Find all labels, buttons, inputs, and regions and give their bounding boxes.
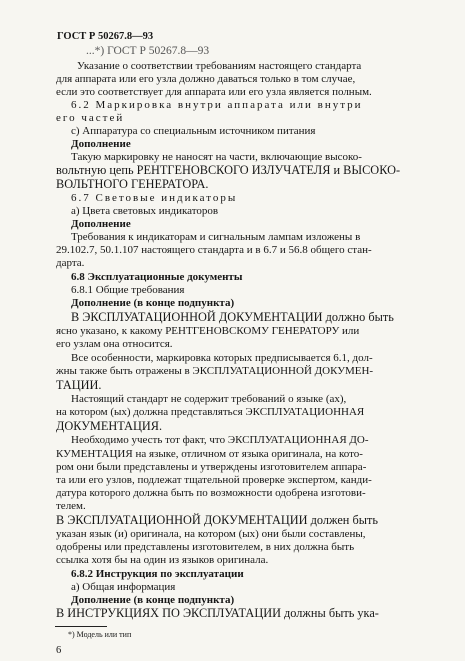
text-line: на котором (ых) должна представляться ЭКСПЛУАТАЦИОННАЯ (56, 406, 365, 418)
subsection-heading: 6.8.1 Общие требования (71, 284, 185, 296)
text-line: телем. (56, 500, 86, 512)
text-line: В ЭКСПЛУАТАЦИОННОЙ ДОКУМЕНТАЦИИ должно быть (71, 310, 394, 324)
subsection-heading: 6.8.2 Инструкция по эксплуатации (71, 568, 244, 580)
section-heading: 6.2 Маркировка внутри аппарата или внутри (71, 99, 363, 111)
text-line: вольтную цепь РЕНТГЕНОВСКОГО ИЗЛУЧАТЕЛЯ и ВЫСОКО- (56, 163, 401, 177)
text-line: В ИНСТРУКЦИЯХ ПО ЭКСПЛУАТАЦИИ должны быть ука- (56, 606, 379, 620)
subclause: а) Общая информация (71, 581, 176, 593)
text-line: его узлам она относится. (56, 338, 173, 350)
subclause: а) Цвета световых индикаторов (71, 205, 219, 217)
running-title: ГОСТ Р 50267.8—93 (57, 31, 154, 42)
text-line: Указание о соответствии требованиям настоящего стандарта (77, 60, 362, 72)
text-line: ДОКУМЕНТАЦИЯ. (56, 419, 163, 433)
text-line: В ЭКСПЛУАТАЦИОННОЙ ДОКУМЕНТАЦИИ должен быть (56, 513, 378, 527)
footnote: *) Модель или тип (68, 630, 132, 639)
text-line: одобрены или представлены изготовителем, в них должна быть (56, 541, 355, 553)
text-line: ВОЛЬТНОГО ГЕНЕРАТОРА. (56, 177, 209, 191)
text-line: КУМЕНТАЦИЯ на языке, отличном от языка оригинала, на кото- (56, 448, 363, 460)
stamp-title: ...*) ГОСТ Р 50267.8—93 (86, 45, 210, 57)
text-line: ром они были представлены и утверждены изготовителем аппара- (56, 461, 367, 473)
page-number: 6 (56, 645, 62, 656)
addition-label: Дополнение (в конце подпункта) (71, 594, 235, 606)
text-line: ссылка хотя бы на один из языков оригинала. (56, 554, 269, 566)
text-line: 29.102.7, 50.1.107 настоящего стандарта и в 6.7 и 56.8 общего стан- (56, 244, 372, 256)
text-line: Настоящий стандарт не содержит требований о языке (ах), (71, 393, 347, 405)
text-line: Необходимо учесть тот факт, что ЭКСПЛУАТАЦИОННАЯ ДО- (71, 434, 369, 446)
text-line: ТАЦИИ. (56, 378, 102, 392)
text-line: для аппарата или его узла должно даваться только в том случае, (56, 73, 356, 85)
text-line: указан язык (и) оригинала, на котором (ых) они были составлены, (56, 528, 366, 540)
footnote-rule (55, 626, 107, 627)
addition-label: Дополнение (71, 218, 131, 230)
text-line: датура которого должна быть по возможности одобрена изготови- (56, 487, 366, 499)
text-line: если это соответствует для аппарата или его узла является полным. (56, 86, 372, 98)
text-line: Такую маркировку не наносят на части, включающие высоко- (71, 151, 362, 163)
addition-label: Дополнение (71, 138, 131, 150)
subclause: с) Аппаратура со специальным источником питания (71, 125, 316, 137)
section-heading: 6.8 Эксплуатационные документы (71, 271, 243, 283)
text-line: Требования к индикаторам и сигнальным лампам изложены в (71, 231, 361, 243)
addition-label: Дополнение (в конце подпункта) (71, 297, 235, 309)
section-heading-cont: его частей (56, 112, 125, 124)
section-heading: 6.7 Световые индикаторы (71, 192, 238, 204)
text-line: жны также быть отражены в ЭКСПЛУАТАЦИОННОЙ ДОКУМЕН- (56, 365, 374, 377)
text-line: та или его узлов, подлежат тщательной проверке экспертом, канди- (56, 474, 372, 486)
text-line: дарта. (56, 257, 85, 269)
text-line: ясно указано, к какому РЕНТГЕНОВСКОМУ ГЕНЕРАТОРУ или (56, 325, 360, 337)
text-line: Все особенности, маркировка которых предписывается 6.1, дол- (71, 352, 373, 364)
